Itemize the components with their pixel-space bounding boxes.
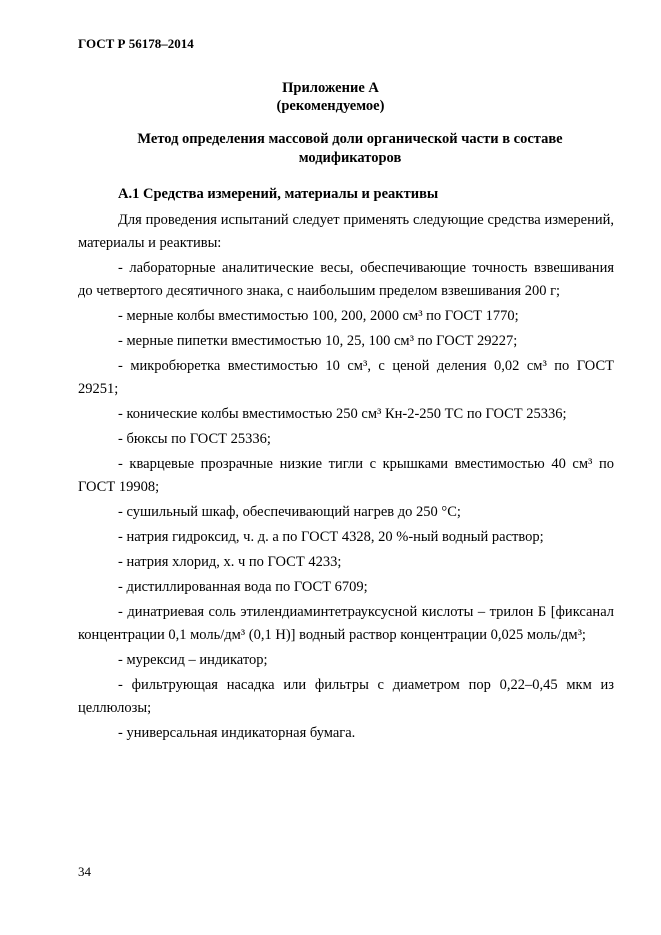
appendix-status: (рекомендуемое)	[276, 98, 385, 114]
section-heading: А.1 Средства измерений, материалы и реактивы	[118, 186, 439, 202]
list-item: - фильтрующая насадка или фильтры с диаметром пор 0,22–0,45 мкм из целлюлозы;	[78, 677, 614, 716]
list-item: - универсальная индикаторная бумага.	[118, 725, 356, 741]
list-item: - лабораторные аналитические весы, обеспечивающие точность взвешивания до четвертого десятичного знака, с наибольшим пределом взвешивания 200 г;	[78, 260, 614, 299]
list-item: - бюксы по ГОСТ 25336;	[118, 431, 271, 447]
list-item: - сушильный шкаф, обеспечивающий нагрев до 250 °С;	[118, 504, 461, 520]
list-item: - натрия гидроксид, ч. д. а по ГОСТ 4328, 20 %-ный водный раствор;	[118, 529, 544, 545]
list-item: - мерные колбы вместимостью 100, 200, 2000 см³ по ГОСТ 1770;	[118, 308, 519, 324]
intro-paragraph: Для проведения испытаний следует применять следующие средства измерений, материалы и реактивы:	[78, 212, 614, 251]
list-item: - конические колбы вместимостью 250 см³ Кн-2-250 ТС по ГОСТ 25336;	[118, 406, 567, 422]
list-item: - дистиллированная вода по ГОСТ 6709;	[118, 579, 368, 595]
method-title: Метод определения массовой доли органической части в составе модификаторов	[137, 131, 563, 166]
page-number: 34	[78, 864, 91, 879]
list-item: - мурексид – индикатор;	[118, 652, 268, 668]
list-item: - мерные пипетки вместимостью 10, 25, 100 см³ по ГОСТ 29227;	[118, 333, 518, 349]
list-item: - натрия хлорид, х. ч по ГОСТ 4233;	[118, 554, 342, 570]
list-item: - кварцевые прозрачные низкие тигли с крышками вместимостью 40 см³ по ГОСТ 19908;	[78, 456, 614, 495]
section-body	[78, 209, 614, 747]
list-item: - микробюретка вместимостью 10 см³, с ценой деления 0,02 см³ по ГОСТ 29251;	[78, 358, 614, 397]
appendix-title: Приложение А	[282, 80, 379, 96]
document-code: ГОСТ Р 56178–2014	[78, 36, 194, 51]
list-item: - динатриевая соль этилендиаминтетрауксусной кислоты – трилон Б [фиксанал концентрации 0,1 моль/дм³ (0,1 Н)] водный раствор концентрации 0,025 моль/дм³;	[78, 604, 614, 643]
